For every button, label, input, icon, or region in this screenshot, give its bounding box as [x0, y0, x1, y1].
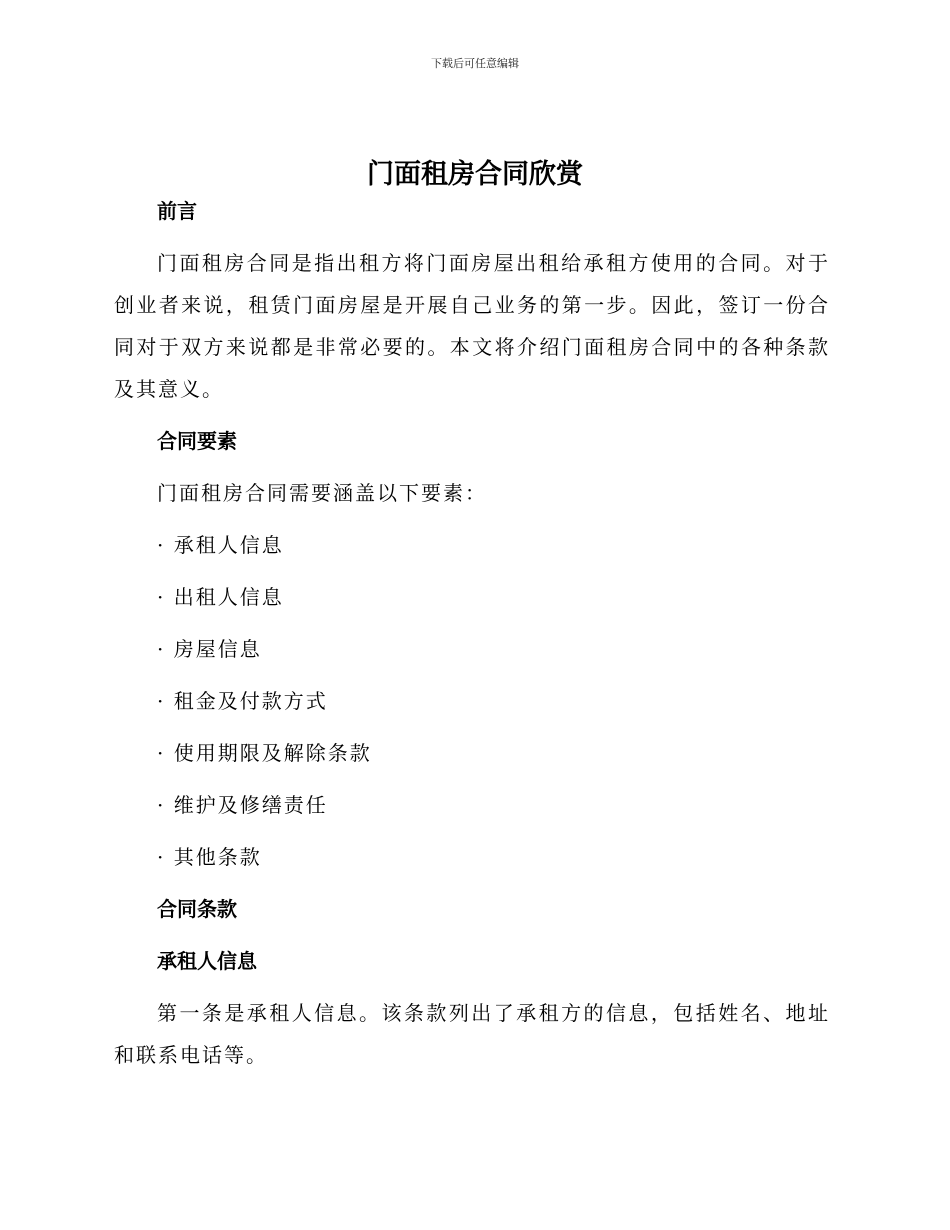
list-item: · 房屋信息 [157, 637, 262, 661]
list-item: · 承租人信息 [157, 533, 284, 557]
paragraph-preface: 门面租房合同是指出租方将门面房屋出租给承租方使用的合同。对于创业者来说，租赁门面房屋是开展自己业务的第一步。因此，签订一份合同对于双方来说都是非常必要的。本文将介绍门面租房合同中的各种条款及其意义。 [114, 251, 830, 401]
heading-elements: 合同要素 [157, 429, 237, 453]
list-item: · 出租人信息 [157, 585, 284, 609]
document-title: 门面租房合同欣赏 [367, 159, 583, 190]
list-item: · 使用期限及解除条款 [157, 741, 372, 765]
document-body [114, 190, 830, 1076]
list-item: · 其他条款 [157, 845, 262, 869]
heading-clauses: 合同条款 [157, 897, 237, 921]
page-header-note: 下载后可任意编辑 [431, 57, 519, 70]
list-item: · 维护及修缮责任 [157, 793, 328, 817]
heading-preface: 前言 [157, 199, 197, 223]
subheading-tenant-info: 承租人信息 [157, 949, 257, 973]
list-item: · 租金及付款方式 [157, 689, 328, 713]
paragraph-tenant-info: 第一条是承租人信息。该条款列出了承租方的信息，包括姓名、地址和联系电话等。 [114, 1001, 830, 1067]
paragraph-elements-intro: 门面租房合同需要涵盖以下要素： [157, 481, 487, 505]
